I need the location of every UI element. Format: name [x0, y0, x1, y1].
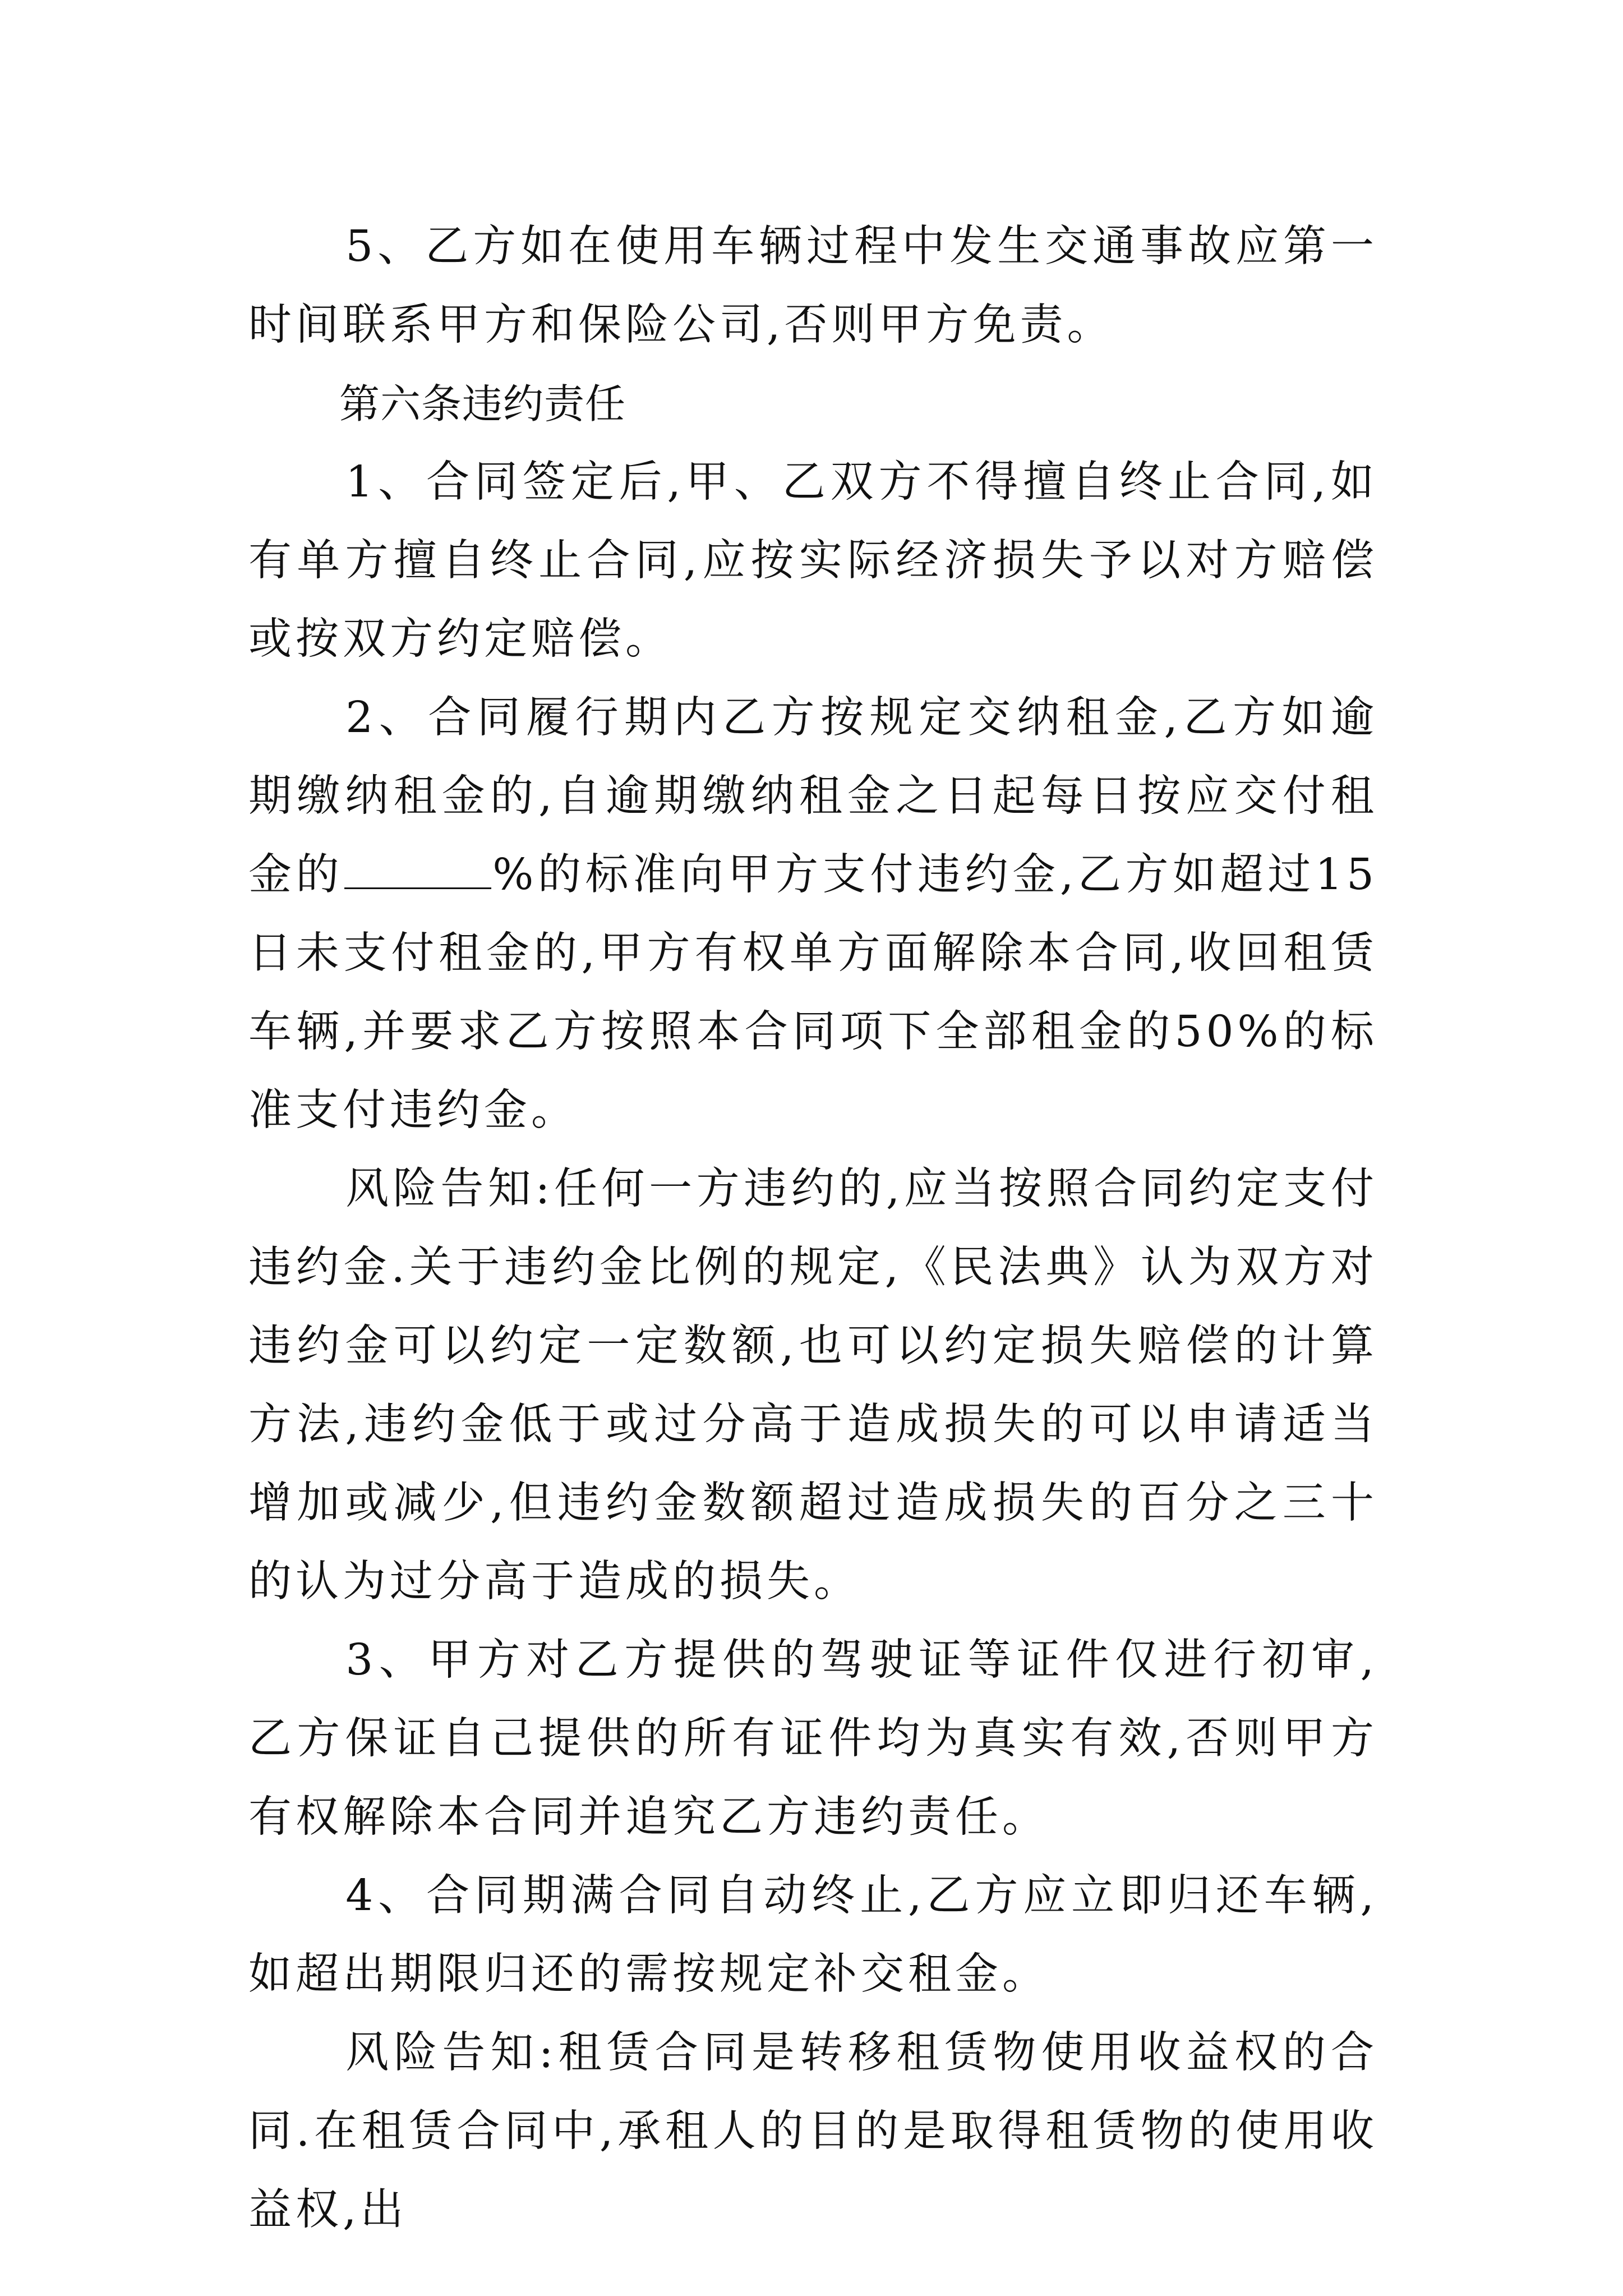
clause-3-documents: 3、甲方对乙方提供的驾驶证等证件仅进行初审,乙方保证自己提供的所有证件均为真实有效,否则甲方有权解除本合同并追究乙方违约责任。 [248, 1635, 1378, 1842]
risk-notice-penalty: 风险告知:任何一方违约的,应当按照合同约定支付违约金.关于违约金比例的规定,《民法典》认为双方对违约金可以约定一定数额,也可以约定损失赔偿的计算方法,违约金低于或过分高于造成损失的可以申请适当增加或减少,但违约金数额超过造成损失的百分之三十的认为过分高于造成的损失。 [248, 1164, 1378, 1607]
clause-2-text-before-blank: 2、合同履行期内乙方按规定交纳租金,乙方如逾期缴纳租金的,自逾期缴纳租金之日起每日按应交付租金的 [248, 693, 1378, 900]
clause-2-text-after-blank: %的标准向甲方支付违约金,乙方如超过15日未支付租金的,甲方有权单方面解除本合同,收回租赁车辆,并要求乙方按照本合同项下全部租金的50%的标准支付违约金。 [248, 850, 1378, 1135]
risk-notice-lease: 风险告知:租赁合同是转移租赁物使用收益权的合同.在租赁合同中,承租人的目的是取得租赁物的使用收益权,出 [248, 2028, 1378, 2235]
clause-4-expiry: 4、合同期满合同自动终止,乙方应立即归还车辆,如超出期限归还的需按规定补交租金。 [248, 1871, 1378, 1999]
clause-5-accident-notice: 5、乙方如在使用车辆过程中发生交通事故应第一时间联系甲方和保险公司,否则甲方免责。 [248, 222, 1378, 350]
penalty-rate-blank [344, 854, 491, 889]
clause-2-late-rent [248, 679, 1378, 1150]
section-heading-article-6: 第六条违约责任 [339, 380, 626, 427]
clause-1-termination: 1、合同签定后,甲、乙双方不得擅自终止合同,如有单方擅自终止合同,应按实际经济损失予以对方赔偿或按双方约定赔偿。 [248, 457, 1378, 664]
document-body [248, 208, 1378, 2249]
